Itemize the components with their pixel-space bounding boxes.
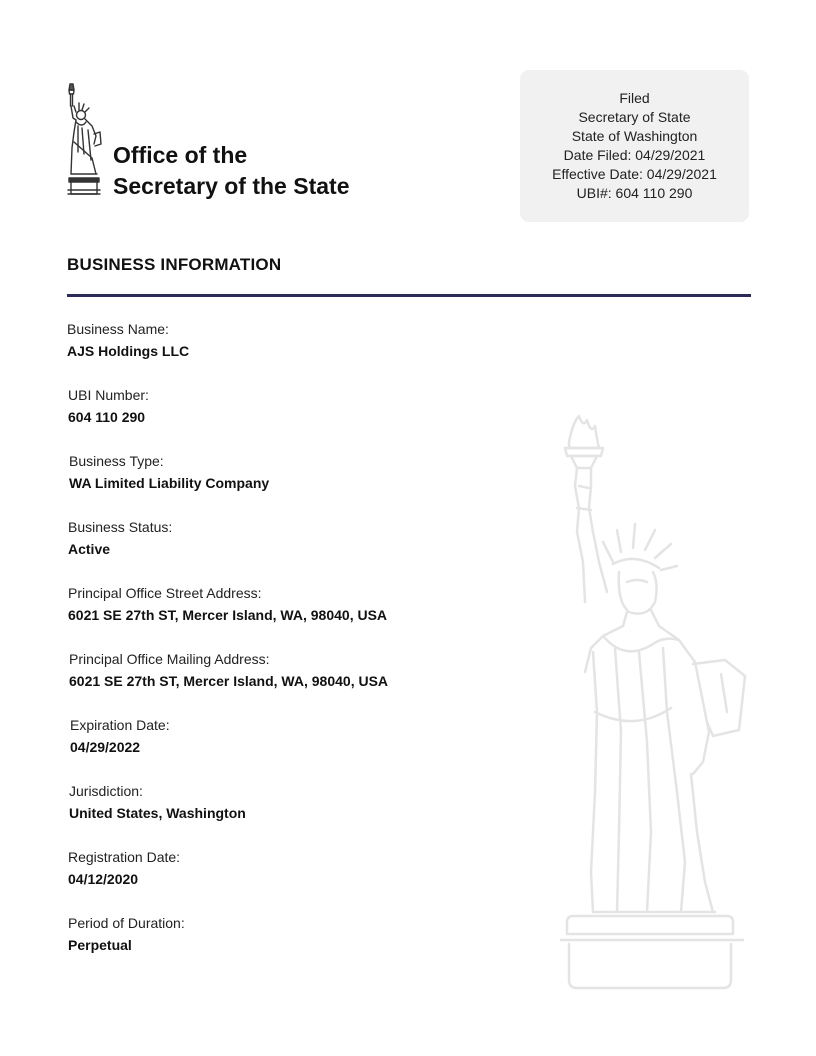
field-ubi-number bbox=[68, 386, 149, 426]
field-period-of-duration bbox=[68, 914, 185, 954]
field-business-status bbox=[68, 518, 172, 558]
field-value: United States, Washington bbox=[69, 805, 246, 821]
field-value: 6021 SE 27th ST, Mercer Island, WA, 98040, USA bbox=[68, 607, 388, 623]
field-value: WA Limited Liability Company bbox=[69, 475, 270, 491]
field-registration-date bbox=[68, 848, 180, 888]
field-principal-office-street-address bbox=[68, 584, 387, 624]
field-value: AJS Holdings LLC bbox=[67, 343, 190, 359]
filed-stamp-line: State of Washington bbox=[571, 128, 698, 144]
field-label: Business Status: bbox=[68, 519, 173, 535]
field-label: Jurisdiction: bbox=[69, 783, 143, 799]
filed-stamp bbox=[520, 70, 749, 222]
filed-stamp-line: Secretary of State bbox=[578, 109, 691, 125]
office-title bbox=[113, 140, 349, 202]
office-title-line-2: Secretary of the State bbox=[113, 173, 350, 199]
filed-stamp-line: UBI#: 604 110 290 bbox=[576, 185, 693, 201]
field-value: 604 110 290 bbox=[68, 409, 146, 425]
field-jurisdiction bbox=[69, 782, 246, 822]
field-label: UBI Number: bbox=[68, 387, 149, 403]
statue-of-liberty-icon bbox=[64, 82, 104, 198]
field-value: 04/12/2020 bbox=[68, 871, 139, 887]
field-expiration-date bbox=[70, 716, 170, 756]
field-value: Perpetual bbox=[68, 937, 132, 953]
filed-stamp-line: Filed bbox=[619, 90, 650, 106]
filed-stamp-line: Effective Date: 04/29/2021 bbox=[552, 166, 717, 182]
field-label: Principal Office Street Address: bbox=[68, 585, 262, 601]
field-business-name bbox=[67, 320, 189, 360]
field-label: Period of Duration: bbox=[68, 915, 185, 931]
filed-stamp-line: Date Filed: 04/29/2021 bbox=[563, 147, 706, 163]
section-divider bbox=[67, 294, 751, 297]
section-title: BUSINESS INFORMATION bbox=[67, 255, 282, 274]
office-title-line-1: Office of the bbox=[113, 142, 248, 168]
field-value: 6021 SE 27th ST, Mercer Island, WA, 98040, USA bbox=[69, 673, 389, 689]
field-business-type bbox=[69, 452, 269, 492]
field-label: Registration Date: bbox=[68, 849, 181, 865]
field-label: Principal Office Mailing Address: bbox=[69, 651, 270, 667]
field-label: Business Name: bbox=[67, 321, 169, 337]
statue-of-liberty-watermark-icon bbox=[555, 412, 750, 992]
field-label: Expiration Date: bbox=[70, 717, 170, 733]
field-principal-office-mailing-address bbox=[69, 650, 388, 690]
field-value: 04/29/2022 bbox=[70, 739, 141, 755]
field-label: Business Type: bbox=[69, 453, 164, 469]
field-value: Active bbox=[68, 541, 111, 557]
